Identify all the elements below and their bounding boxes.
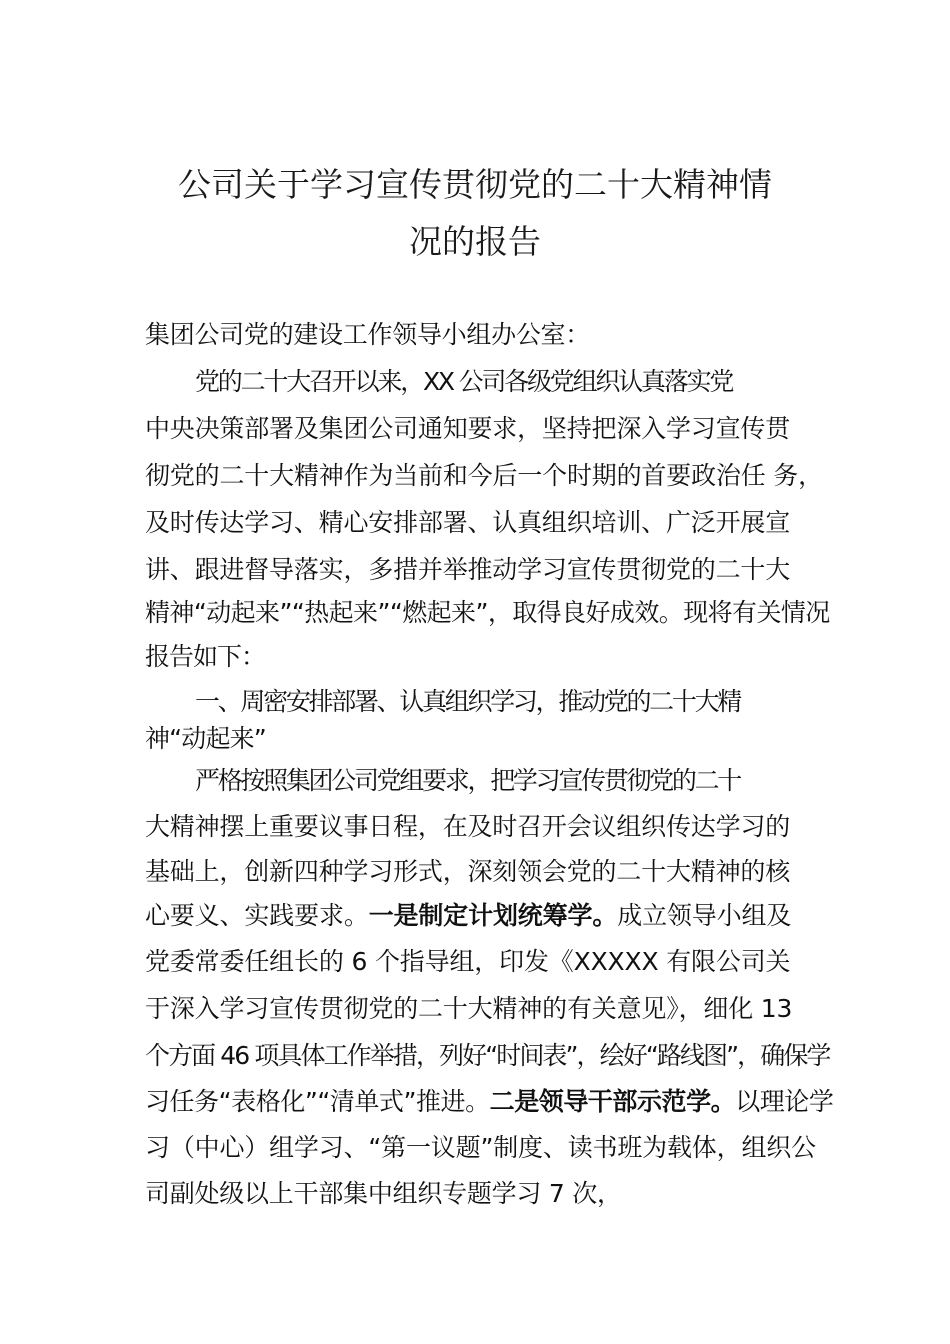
paragraph-2-line: 习（中心）组学习、“第一议题”制度、读书班为载体，组织公 xyxy=(145,1133,816,1162)
paragraph-2-line: 党委常委任组长的 6 个指导组，印发《XXXXX 有限公司关 xyxy=(145,947,791,976)
section-heading-1-line: 神“动起来” xyxy=(145,724,266,753)
document-title-line-2: 况的报告 xyxy=(409,222,541,261)
paragraph-2-line: 于深入学习宣传贯彻党的二十大精神的有关意见》，细化 13 xyxy=(145,994,793,1023)
paragraph-1-line: 报告如下： xyxy=(145,642,266,671)
section-heading-1-line: 一、周密安排部署、认真组织学习，推动党的二十大精 xyxy=(195,687,741,716)
paragraph-1-line: 中央决策部署及集团公司通知要求，坚持把深入学习宣传贯 xyxy=(145,414,791,443)
paragraph-2-line xyxy=(145,899,835,933)
paragraph-2-line: 基础上，创新四种学习形式，深刻领会党的二十大精神的核 xyxy=(145,857,791,886)
paragraph-1-line: 彻党的二十大精神作为当前和今后一个时期的首要政治任 务， xyxy=(145,461,823,490)
paragraph-2-text: 心要义、实践要求。 xyxy=(145,901,369,930)
paragraph-2-line: 严格按照集团公司党组要求，把学习宣传贯彻党的二十 xyxy=(195,766,741,795)
paragraph-2-line: 司副处级以上干部集中组织专题学习 7 次， xyxy=(145,1179,622,1208)
paragraph-2-line: 个方面 46 项具体工作举措，列好“时间表”，绘好“路线图”，确保学 xyxy=(145,1041,830,1070)
paragraph-1-line: 及时传达学习、精心安排部署、认真组织培训、广泛开展宣 xyxy=(145,508,791,537)
paragraph-1-line: 精神“动起来”“热起来”“燃起来”，取得良好成效。现将有关情况 xyxy=(145,598,830,627)
paragraph-2-line xyxy=(145,1085,835,1119)
paragraph-2-line: 大精神摆上重要议事日程，在及时召开会议组织传达学习的 xyxy=(145,812,791,841)
paragraph-2-text: 成立领导小组及 xyxy=(617,901,792,930)
paragraph-1-line: 党的二十大召开以来，XX 公司各级党组织认真落实党 xyxy=(195,367,733,396)
bold-point-2: 二是领导干部示范学。 xyxy=(489,1087,736,1116)
paragraph-2-text: 习任务“表格化”“清单式”推进。 xyxy=(145,1087,490,1116)
paragraph-2-text: 以理论学 xyxy=(735,1087,834,1116)
paragraph-1-line: 讲、跟进督导落实，多措并举推动学习宣传贯彻党的二十大 xyxy=(145,555,791,584)
recipient-line: 集团公司党的建设工作领导小组办公室： xyxy=(145,320,591,349)
bold-point-1: 一是制定计划统筹学。 xyxy=(368,901,618,930)
document-title-line-1: 公司关于学习宣传贯彻党的二十大精神情 xyxy=(178,165,772,204)
